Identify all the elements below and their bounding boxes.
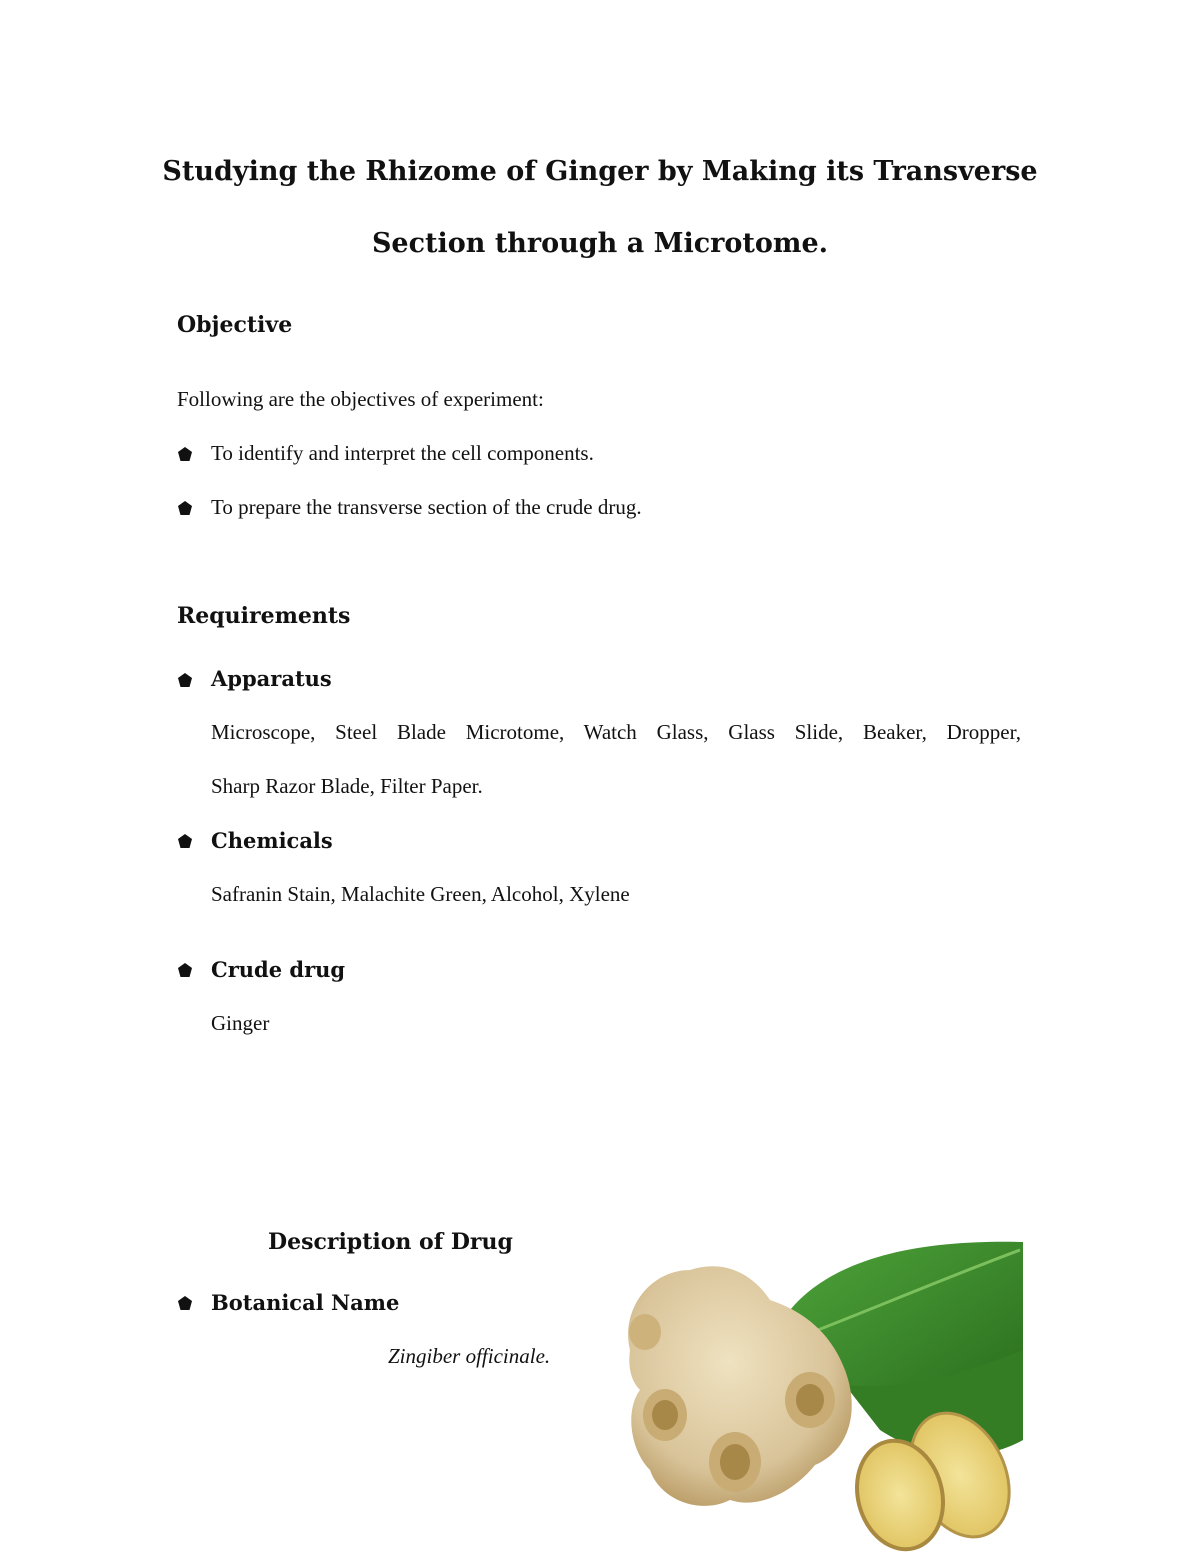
botanical-name-label: Botanical Name [211, 1290, 400, 1315]
apparatus-list-line-1: Microscope, Steel Blade Microtome, Watch Glass, Glass Slide, Beaker, Dropper, [211, 720, 1021, 744]
bullet-icon [177, 833, 193, 849]
bullet-icon [177, 1295, 193, 1311]
document-title-line-2: Section through a Microtome. [371, 228, 829, 259]
ginger-rhizome-photo [610, 1240, 1025, 1553]
apparatus-list-line-2: Sharp Razor Blade, Filter Paper. [211, 774, 483, 798]
crude-drug-value: Ginger [211, 1011, 270, 1035]
apparatus-label: Apparatus [211, 666, 332, 691]
objective-heading: Objective [177, 312, 293, 338]
bullet-icon [177, 446, 193, 462]
bullet-icon [177, 500, 193, 516]
bullet-icon [177, 962, 193, 978]
document-title-line-1: Studying the Rhizome of Ginger by Making its Transverse [162, 156, 1038, 187]
chemicals-label: Chemicals [211, 828, 333, 853]
objective-intro: Following are the objectives of experiment: [177, 387, 544, 411]
requirements-heading: Requirements [177, 603, 351, 629]
botanical-name-value: Zingiber officinale. [388, 1344, 551, 1368]
chemicals-list: Safranin Stain, Malachite Green, Alcohol, Xylene [211, 882, 630, 906]
objective-item: To prepare the transverse section of the crude drug. [211, 495, 642, 519]
description-heading: Description of Drug [268, 1229, 513, 1255]
objective-item: To identify and interpret the cell components. [211, 441, 594, 465]
crude-drug-label: Crude drug [211, 957, 346, 982]
bullet-icon [177, 672, 193, 688]
